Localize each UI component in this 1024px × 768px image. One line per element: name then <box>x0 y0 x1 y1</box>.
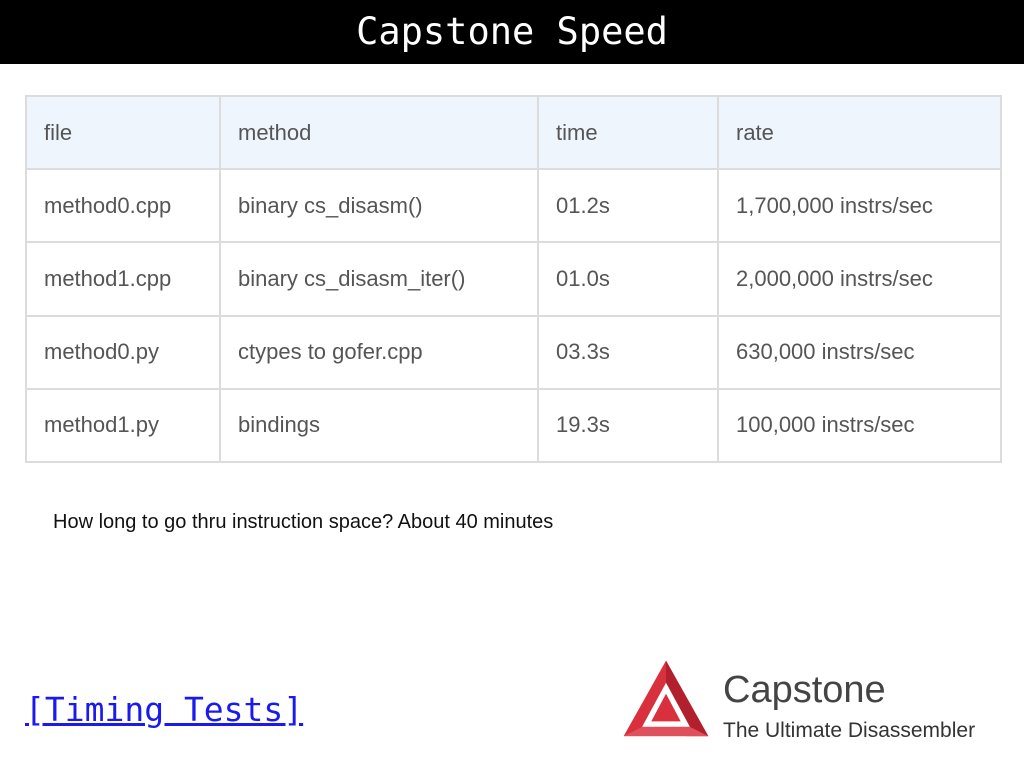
cell-file: method1.cpp <box>26 242 220 315</box>
cell-rate: 1,700,000 instrs/sec <box>718 169 1001 242</box>
cell-rate: 100,000 instrs/sec <box>718 389 1001 462</box>
table-row <box>26 169 1001 242</box>
cell-time: 03.3s <box>538 316 718 389</box>
timing-tests-link[interactable]: [Timing Tests] <box>25 690 304 729</box>
table-row <box>26 316 1001 389</box>
speed-table <box>25 95 1002 463</box>
cell-rate: 630,000 instrs/sec <box>718 316 1001 389</box>
logo-name: Capstone <box>723 669 886 711</box>
column-header-file: file <box>26 96 220 169</box>
cell-method: binary cs_disasm_iter() <box>220 242 538 315</box>
cell-time: 01.0s <box>538 242 718 315</box>
logo-tagline: The Ultimate Disassembler <box>723 719 976 742</box>
table-header-row <box>26 96 1001 169</box>
cell-file: method0.py <box>26 316 220 389</box>
capstone-logo-icon <box>620 657 712 749</box>
cell-method: ctypes to gofer.cpp <box>220 316 538 389</box>
cell-method: bindings <box>220 389 538 462</box>
note-text: How long to go thru instruction space? About 40 minutes <box>53 511 554 533</box>
cell-time: 01.2s <box>538 169 718 242</box>
cell-file: method0.cpp <box>26 169 220 242</box>
cell-file: method1.py <box>26 389 220 462</box>
cell-rate: 2,000,000 instrs/sec <box>718 242 1001 315</box>
slide-title: Capstone Speed <box>0 0 1024 64</box>
column-header-time: time <box>538 96 718 169</box>
capstone-logo <box>620 655 1010 750</box>
column-header-rate: rate <box>718 96 1001 169</box>
table-row <box>26 242 1001 315</box>
cell-method: binary cs_disasm() <box>220 169 538 242</box>
cell-time: 19.3s <box>538 389 718 462</box>
column-header-method: method <box>220 96 538 169</box>
table-row <box>26 389 1001 462</box>
